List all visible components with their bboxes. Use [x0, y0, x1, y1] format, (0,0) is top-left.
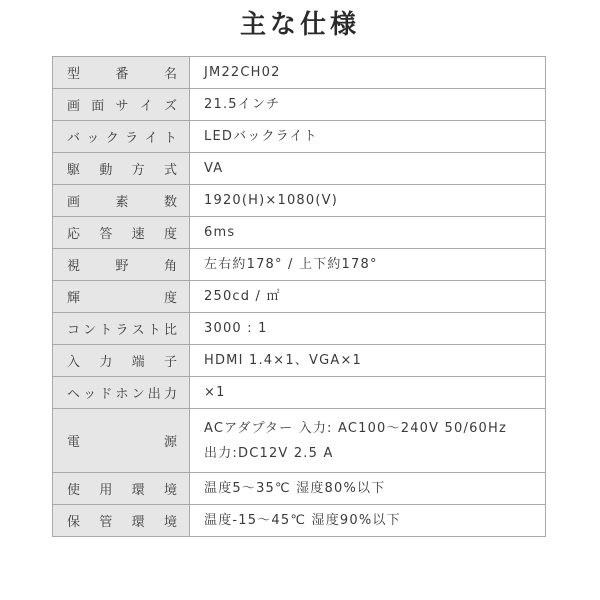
spec-value: 左右約178° / 上下約178° — [204, 257, 378, 272]
spec-label: 型 番 名 — [67, 67, 177, 82]
spec-value: 出力:DC12V 2.5 A — [204, 445, 334, 461]
spec-label: ヘ ッ ド ホ ン 出 力 — [67, 387, 177, 402]
spec-value: 1920(H)×1080(V) — [204, 193, 339, 208]
spec-label: 画 素 数 — [67, 195, 177, 210]
spec-value-cell — [190, 185, 546, 217]
spec-row — [53, 377, 546, 409]
spec-value-cell — [190, 57, 546, 89]
spec-value-cell — [190, 377, 546, 409]
spec-row — [53, 89, 546, 121]
spec-value-cell — [190, 313, 546, 345]
spec-row — [53, 185, 546, 217]
spec-label-cell — [53, 281, 190, 313]
spec-value-cell — [190, 89, 546, 121]
spec-value: 250cd / ㎡ — [204, 289, 281, 304]
spec-table-body — [53, 57, 546, 537]
spec-label-cell — [53, 473, 190, 505]
spec-label: 電 源 — [67, 435, 177, 450]
spec-row — [53, 153, 546, 185]
spec-value-cell — [190, 505, 546, 537]
spec-label-cell — [53, 377, 190, 409]
spec-label-cell — [53, 89, 190, 121]
spec-label-cell — [53, 185, 190, 217]
spec-value: 21.5インチ — [204, 97, 281, 112]
spec-value-cell — [190, 121, 546, 153]
spec-value-cell — [190, 153, 546, 185]
spec-value: VA — [204, 161, 224, 176]
spec-row — [53, 217, 546, 249]
spec-value: 6ms — [204, 225, 236, 240]
spec-value-cell — [190, 409, 546, 473]
spec-label: 駆 動 方 式 — [67, 163, 177, 178]
spec-label: バ ッ ク ラ イ ト — [67, 131, 177, 146]
spec-row — [53, 57, 546, 89]
spec-row — [53, 409, 546, 473]
spec-label-cell — [53, 121, 190, 153]
spec-value-cell — [190, 249, 546, 281]
spec-label-cell — [53, 313, 190, 345]
spec-value: LEDバックライト — [204, 129, 318, 144]
spec-row — [53, 313, 546, 345]
spec-label: 輝 度 — [67, 291, 177, 306]
spec-label: 保 管 環 境 — [67, 515, 177, 530]
spec-label-cell — [53, 57, 190, 89]
spec-row — [53, 345, 546, 377]
spec-label: 使 用 環 境 — [67, 483, 177, 498]
spec-value-cell — [190, 473, 546, 505]
spec-value: HDMI 1.4×1、VGA×1 — [204, 353, 363, 368]
spec-row — [53, 473, 546, 505]
spec-label-cell — [53, 345, 190, 377]
spec-value: 温度-15～45℃ 湿度90%以下 — [204, 513, 401, 528]
page-title: 主な仕様 — [239, 10, 360, 40]
spec-row — [53, 121, 546, 153]
spec-value: ×1 — [204, 385, 226, 400]
spec-label: コ ン ト ラ ス ト 比 — [67, 323, 177, 338]
spec-label-cell — [53, 153, 190, 185]
spec-row — [53, 281, 546, 313]
spec-value: 温度5～35℃ 湿度80%以下 — [204, 481, 386, 496]
spec-value: JM22CH02 — [204, 65, 281, 80]
spec-value-cell — [190, 281, 546, 313]
spec-value-cell — [190, 217, 546, 249]
spec-value: 3000 : 1 — [204, 321, 268, 336]
spec-label: 入 力 端 子 — [67, 355, 177, 370]
spec-row — [53, 505, 546, 537]
spec-label: 画 面 サ イ ズ — [67, 99, 177, 114]
spec-value: ACアダプター 入力: AC100～240V 50/60Hz — [204, 420, 508, 436]
spec-label-cell — [53, 505, 190, 537]
spec-label: 応 答 速 度 — [67, 227, 177, 242]
spec-table — [52, 56, 546, 537]
spec-label: 視 野 角 — [67, 259, 177, 274]
spec-label-cell — [53, 409, 190, 473]
spec-label-cell — [53, 249, 190, 281]
spec-value-cell — [190, 345, 546, 377]
spec-label-cell — [53, 217, 190, 249]
spec-row — [53, 249, 546, 281]
